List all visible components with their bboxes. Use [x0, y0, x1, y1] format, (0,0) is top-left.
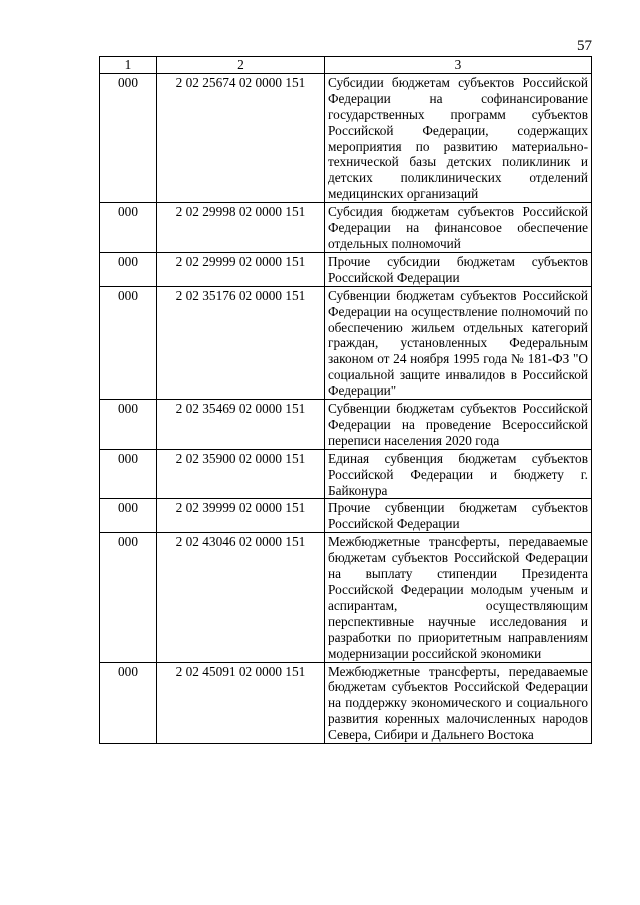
budget-code-cell: 2 02 43046 02 0000 151 [157, 533, 325, 662]
admin-code-cell: 000 [100, 73, 157, 202]
admin-code-cell: 000 [100, 400, 157, 450]
column-header-3: 3 [325, 57, 592, 74]
table-row [100, 499, 592, 533]
admin-code-cell: 000 [100, 662, 157, 744]
income-name-cell: Субвенции бюджетам субъектов Российской Федерации на осуществление полномочий по обеспечению жильем отдельных категорий граждан, установленных Федеральным законом от 24 ноября 1995 года № 181-ФЗ "О социальной защите инвалидов в Российской Федерации" [325, 286, 592, 399]
table-row [100, 286, 592, 399]
budget-code-cell: 2 02 35900 02 0000 151 [157, 449, 325, 499]
admin-code-cell: 000 [100, 203, 157, 253]
admin-code-cell: 000 [100, 449, 157, 499]
admin-code-cell: 000 [100, 286, 157, 399]
budget-code-cell: 2 02 29999 02 0000 151 [157, 252, 325, 286]
admin-code-cell: 000 [100, 499, 157, 533]
table-row [100, 400, 592, 450]
income-name-cell: Единая субвенция бюджетам субъектов Российской Федерации и бюджету г. Байконура [325, 449, 592, 499]
budget-code-cell: 2 02 45091 02 0000 151 [157, 662, 325, 744]
table-row [100, 533, 592, 662]
budget-code-cell: 2 02 35469 02 0000 151 [157, 400, 325, 450]
table-row [100, 662, 592, 744]
table-row [100, 203, 592, 253]
page-number: 57 [577, 38, 592, 54]
column-header-2: 2 [157, 57, 325, 74]
budget-code-cell: 2 02 29998 02 0000 151 [157, 203, 325, 253]
income-name-cell: Прочие субсидии бюджетам субъектов Российской Федерации [325, 252, 592, 286]
budget-code-cell: 2 02 25674 02 0000 151 [157, 73, 325, 202]
income-name-cell: Прочие субвенции бюджетам субъектов Российской Федерации [325, 499, 592, 533]
income-name-cell: Субвенции бюджетам субъектов Российской Федерации на проведение Всероссийской переписи населения 2020 года [325, 400, 592, 450]
budget-code-cell: 2 02 35176 02 0000 151 [157, 286, 325, 399]
income-name-cell: Межбюджетные трансферты, передаваемые бюджетам субъектов Российской Федерации на выплату стипендии Президента Российской Федерации молодым ученым и аспирантам, осуществляющим перспективные научные исследования и разработки по приоритетным направлениям модернизации российской экономики [325, 533, 592, 662]
income-name-cell: Субсидия бюджетам субъектов Российской Федерации на финансовое обеспечение отдельных полномочий [325, 203, 592, 253]
admin-code-cell: 000 [100, 533, 157, 662]
admin-code-cell: 000 [100, 252, 157, 286]
budget-classification-table [99, 56, 592, 744]
budget-code-cell: 2 02 39999 02 0000 151 [157, 499, 325, 533]
column-header-1: 1 [100, 57, 157, 74]
table-header-row [100, 57, 592, 74]
table-row [100, 449, 592, 499]
income-name-cell: Субсидии бюджетам субъектов Российской Федерации на софинансирование государственных программ субъектов Российской Федерации, содержащих мероприятия по развитию материально-технической базы детских поликлиник и детских поликлинических отделений медицинских организаций [325, 73, 592, 202]
table-row [100, 252, 592, 286]
table-row [100, 73, 592, 202]
income-name-cell: Межбюджетные трансферты, передаваемые бюджетам субъектов Российской Федерации на поддержку экономического и социального развития коренных малочисленных народов Севера, Сибири и Дальнего Востока [325, 662, 592, 744]
